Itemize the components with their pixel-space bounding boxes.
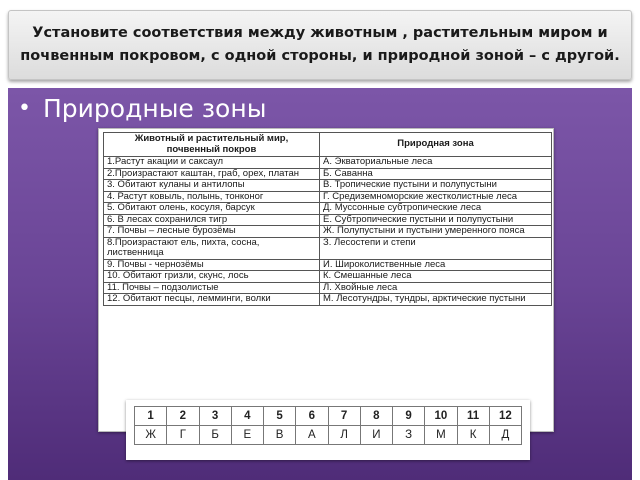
answer-number: 4 <box>231 407 263 426</box>
answer-number: 3 <box>199 407 231 426</box>
zone-cell: Е. Субтропические пустыни и полупустыни <box>320 214 552 226</box>
answer-letter: З <box>393 426 425 445</box>
zone-cell: Б. Саванна <box>320 168 552 180</box>
feature-cell: 3. Обитают куланы и антилопы <box>104 180 320 192</box>
bullet-text: Природные зоны <box>42 94 267 123</box>
answer-number: 11 <box>457 407 489 426</box>
zone-cell: М. Лесотундры, тундры, арктические пустыни <box>320 294 552 306</box>
answer-number: 2 <box>167 407 199 426</box>
feature-cell: 2.Произрастают каштан, граб, орех, платан <box>104 168 320 180</box>
table-row <box>104 294 552 306</box>
table-row <box>104 214 552 226</box>
table-header-row <box>104 133 552 157</box>
slide-title: Установите соответствия между животным , растительным миром и почвенным покровом, с одной стороны, и природной зоной – с другой. <box>20 25 620 64</box>
answer-number: 1 <box>135 407 167 426</box>
zone-cell: А. Экваториальные леса <box>320 157 552 169</box>
answer-letter: Г <box>167 426 199 445</box>
table-row <box>104 237 552 259</box>
answer-key-card <box>126 400 530 460</box>
zone-cell: Ж. Полупустыни и пустыни умеренного пояса <box>320 226 552 238</box>
feature-cell: 7. Почвы – лесные бурозёмы <box>104 226 320 238</box>
answer-number: 5 <box>264 407 296 426</box>
matching-table-card <box>98 128 554 432</box>
feature-cell: 1.Растут акации и саксаул <box>104 157 320 169</box>
column-header-features: Животный и растительный мир, почвенный покров <box>104 133 320 157</box>
zone-cell: Л. Хвойные леса <box>320 282 552 294</box>
answer-letter: В <box>264 426 296 445</box>
table-row <box>104 282 552 294</box>
slide-content <box>8 88 632 480</box>
feature-cell: 10. Обитают гризли, скунс, лось <box>104 271 320 283</box>
answer-letter: Е <box>231 426 263 445</box>
zone-cell: В. Тропические пустыни и полупустыни <box>320 180 552 192</box>
answer-number: 10 <box>425 407 457 426</box>
answer-letter: А <box>296 426 328 445</box>
answer-number: 7 <box>328 407 360 426</box>
slide-title-box <box>8 10 632 80</box>
zone-cell: К. Смешанные леса <box>320 271 552 283</box>
table-row <box>104 168 552 180</box>
table-row <box>104 203 552 215</box>
feature-cell: 4. Растут ковыль, полынь, тонконог <box>104 191 320 203</box>
table-row <box>104 259 552 271</box>
table-row <box>104 180 552 192</box>
feature-cell: 9. Почвы - чернозёмы <box>104 259 320 271</box>
answer-letter: И <box>360 426 392 445</box>
answer-letter: Л <box>328 426 360 445</box>
answer-number: 8 <box>360 407 392 426</box>
feature-cell: 6. В лесах сохранился тигр <box>104 214 320 226</box>
matching-table <box>103 132 552 306</box>
table-row <box>104 157 552 169</box>
answer-numbers-row <box>135 407 522 426</box>
feature-cell: 11. Почвы – подзолистые <box>104 282 320 294</box>
answer-number: 12 <box>489 407 521 426</box>
answer-letter: Ж <box>135 426 167 445</box>
answer-letters-row <box>135 426 522 445</box>
table-row <box>104 271 552 283</box>
answer-key-table <box>134 406 522 445</box>
feature-cell: 8.Произрастают ель, пихта, сосна, лиственница <box>104 237 320 259</box>
bullet-icon: • <box>18 96 31 121</box>
answer-letter: К <box>457 426 489 445</box>
answer-letter: М <box>425 426 457 445</box>
column-header-zone: Природная зона <box>320 133 552 157</box>
answer-number: 9 <box>393 407 425 426</box>
table-row <box>104 226 552 238</box>
zone-cell: И. Широколиственные леса <box>320 259 552 271</box>
answer-letter: Б <box>199 426 231 445</box>
zone-cell: Г. Средиземноморские жестколистные леса <box>320 191 552 203</box>
bullet-item <box>18 94 266 123</box>
answer-number: 6 <box>296 407 328 426</box>
answer-letter: Д <box>489 426 521 445</box>
table-row <box>104 191 552 203</box>
zone-cell: Д. Муссонные субтропические леса <box>320 203 552 215</box>
feature-cell: 12. Обитают песцы, лемминги, волки <box>104 294 320 306</box>
feature-cell: 5. Обитают олень, косуля, барсук <box>104 203 320 215</box>
zone-cell: З. Лесостепи и степи <box>320 237 552 259</box>
